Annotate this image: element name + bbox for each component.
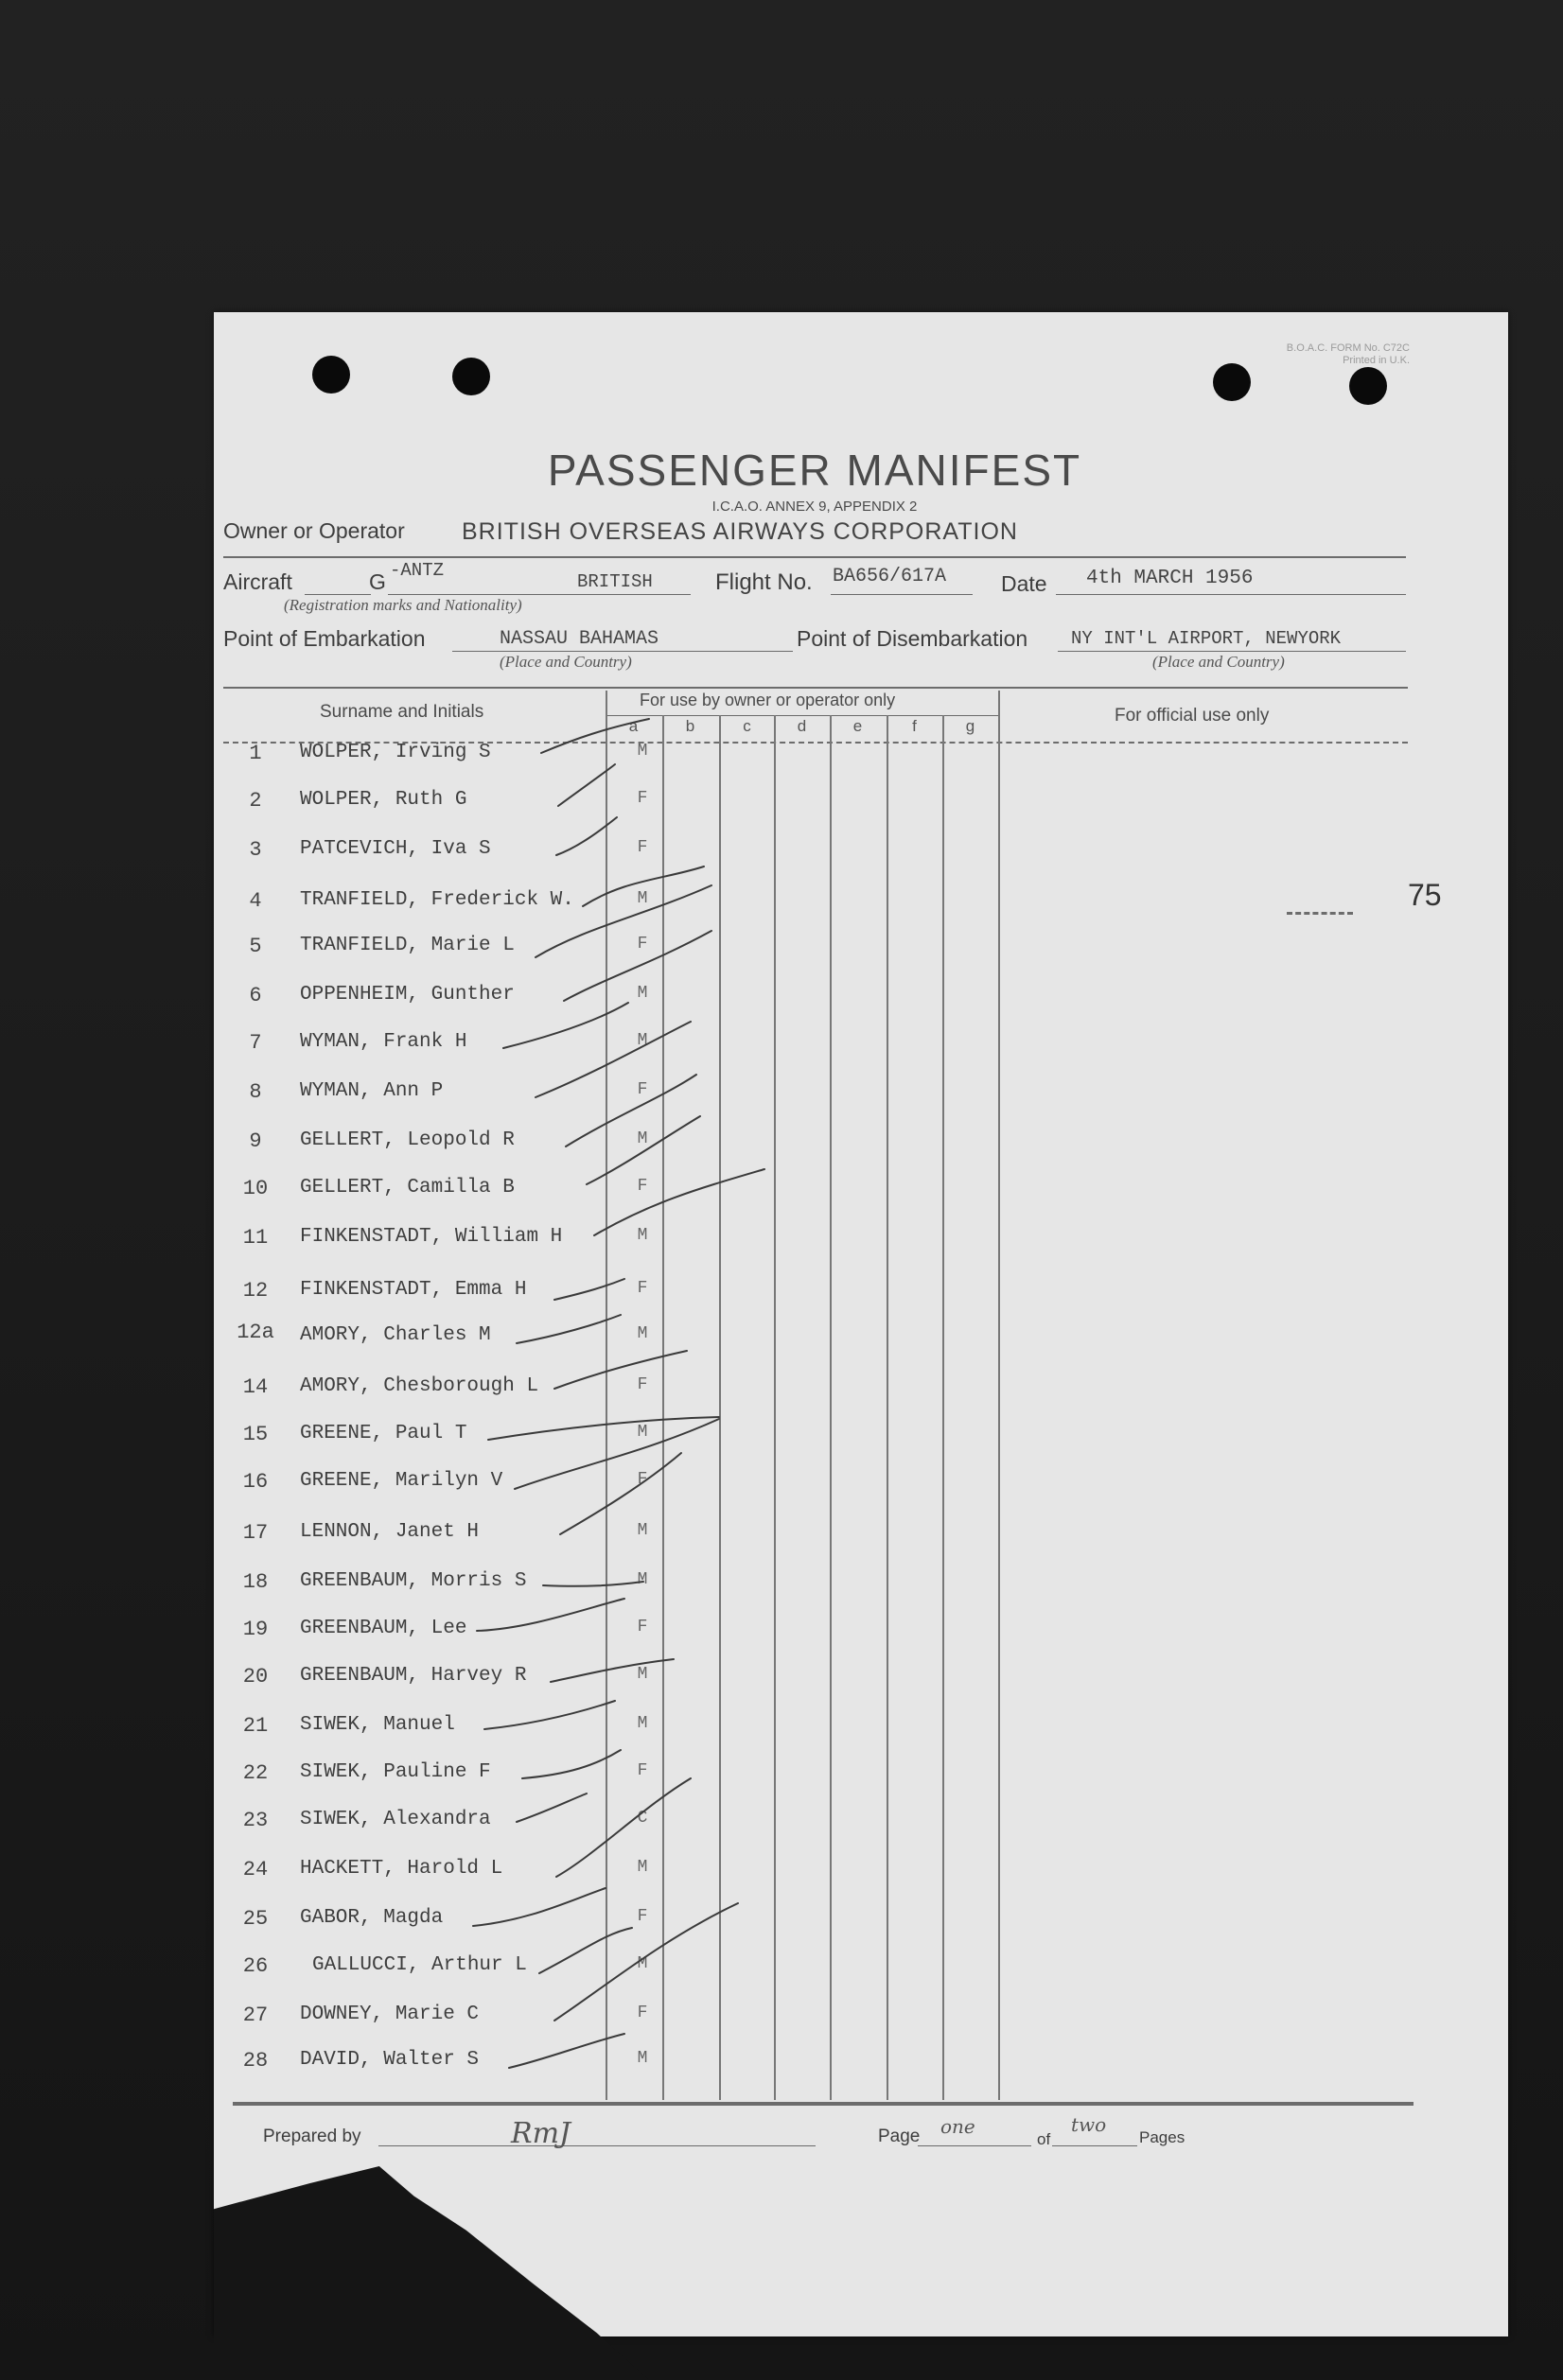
punch-hole-icon — [312, 356, 350, 394]
passenger-sex: C — [637, 1809, 648, 1828]
passenger-sex: M — [637, 1858, 648, 1877]
passenger-name: GREENBAUM, Harvey R — [300, 1665, 527, 1687]
row-number: 17 — [242, 1521, 269, 1545]
table-row — [0, 1570, 1563, 1608]
row-number: 28 — [242, 2049, 269, 2073]
table-row — [0, 1423, 1563, 1461]
table-row — [0, 1761, 1563, 1799]
punch-hole-icon — [1349, 367, 1387, 405]
pages-line — [1052, 2145, 1137, 2146]
embark-label: Point of Embarkation — [223, 626, 426, 651]
row-number: 12 — [242, 1279, 269, 1303]
header-surname: Surname and Initials — [320, 702, 484, 722]
row-number: 24 — [242, 1858, 269, 1881]
table-bottom-rule — [233, 2102, 1414, 2106]
table-row — [0, 1521, 1563, 1559]
page-subtitle: I.C.A.O. ANNEX 9, APPENDIX 2 — [711, 499, 918, 515]
aircraft-reg-value: -ANTZ — [390, 560, 445, 581]
passenger-sex: F — [637, 1470, 648, 1489]
flight-value: BA656/617A — [833, 566, 947, 587]
passenger-sex: M — [637, 1129, 648, 1148]
embark-caption: (Place and Country) — [500, 653, 632, 671]
passenger-sex: F — [637, 1761, 648, 1780]
passenger-name: LENNON, Janet H — [300, 1521, 480, 1543]
table-row — [0, 2004, 1563, 2041]
passenger-sex: M — [637, 1570, 648, 1589]
row-number: 1 — [249, 742, 262, 765]
disembark-value: NY INT'L AIRPORT, NEWYORK — [1071, 628, 1342, 649]
table-row — [0, 1031, 1563, 1069]
row-number: 16 — [242, 1470, 269, 1494]
owner-label: Owner or Operator — [223, 518, 405, 543]
row-number: 6 — [249, 984, 262, 1007]
header-owner-use: For use by owner or operator only — [640, 691, 896, 709]
table-row — [0, 1665, 1563, 1703]
of-label: of — [1037, 2130, 1051, 2148]
aircraft-nationality: BRITISH — [577, 571, 653, 592]
passenger-name: GREENE, Marilyn V — [300, 1470, 503, 1492]
passenger-sex: M — [637, 1665, 648, 1684]
flight-line — [831, 594, 973, 595]
passenger-name: GELLERT, Leopold R — [300, 1129, 515, 1151]
table-row — [0, 1321, 1563, 1362]
passenger-name: DAVID, Walter S — [300, 2049, 480, 2071]
row-number: 10 — [242, 1177, 269, 1200]
table-row — [0, 889, 1563, 927]
aircraft-caption: (Registration marks and Nationality) — [284, 596, 522, 614]
passenger-name: GELLERT, Camilla B — [300, 1177, 515, 1199]
passenger-sex: M — [637, 889, 648, 908]
passenger-sex: F — [637, 789, 648, 808]
row-number: 19 — [242, 1618, 269, 1641]
passenger-name: GREENE, Paul T — [300, 1423, 467, 1444]
passenger-sex: F — [637, 1080, 648, 1099]
table-row — [0, 1080, 1563, 1118]
passenger-name: GABOR, Magda — [300, 1907, 444, 1929]
column-b-header: b — [685, 717, 695, 735]
column-c-header: c — [743, 717, 751, 735]
passenger-name: FINKENSTADT, Emma H — [300, 1279, 527, 1301]
passenger-sex: M — [637, 1031, 648, 1050]
prepared-line — [378, 2145, 816, 2146]
header-official: For official use only — [1115, 706, 1270, 726]
form-number-text: B.O.A.C. FORM No. C72C — [1286, 342, 1410, 354]
passenger-name: SIWEK, Manuel — [300, 1714, 455, 1736]
owner-value: BRITISH OVERSEAS AIRWAYS CORPORATION — [462, 518, 1018, 545]
table-row — [0, 1714, 1563, 1752]
pages-total: two — [1071, 2113, 1107, 2136]
passenger-sex: M — [637, 1521, 648, 1540]
row-number: 23 — [242, 1809, 269, 1832]
column-e-header: e — [852, 717, 863, 735]
passenger-name: OPPENHEIM, Gunther — [300, 984, 515, 1006]
punch-hole-icon — [1213, 363, 1251, 401]
passenger-sex: M — [637, 1714, 648, 1733]
passenger-name: WYMAN, Frank H — [300, 1031, 467, 1053]
aircraft-reg: G — [369, 569, 386, 594]
aircraft-label: Aircraft — [223, 569, 292, 594]
table-row — [0, 984, 1563, 1022]
passenger-name: AMORY, Charles M — [300, 1324, 491, 1346]
official-count: 75 — [1408, 878, 1442, 912]
row-number: 20 — [242, 1665, 269, 1689]
date-value: 4th MARCH 1956 — [1086, 568, 1254, 589]
aircraft-blank-line — [305, 594, 371, 595]
passenger-name: WYMAN, Ann P — [300, 1080, 444, 1102]
row-number: 7 — [249, 1031, 262, 1055]
official-mark — [1287, 912, 1353, 915]
passenger-sex: F — [637, 1177, 648, 1196]
passenger-sex: F — [637, 2004, 648, 2022]
table-row — [0, 742, 1563, 779]
table-row — [0, 935, 1563, 972]
passenger-name: HACKETT, Harold L — [300, 1858, 503, 1880]
disembark-caption: (Place and Country) — [1152, 653, 1285, 671]
passenger-sex: F — [637, 1907, 648, 1926]
passenger-name: TRANFIELD, Marie L — [300, 935, 515, 956]
passenger-sex: F — [637, 1279, 648, 1298]
passenger-name: DOWNEY, Marie C — [300, 2004, 480, 2025]
passenger-name: SIWEK, Pauline F — [300, 1761, 491, 1783]
row-number: 5 — [249, 935, 262, 958]
row-number: 22 — [242, 1761, 269, 1785]
column-a-header: a — [628, 717, 639, 735]
column-g-header: g — [965, 717, 975, 735]
passenger-sex: M — [637, 1954, 648, 1973]
row-number: 14 — [242, 1375, 269, 1399]
form-number — [1230, 342, 1410, 367]
page-title: PASSENGER MANIFEST — [547, 446, 1082, 495]
passenger-sex: M — [637, 2049, 648, 2068]
row-number: 12a — [237, 1321, 274, 1344]
passenger-sex: F — [637, 838, 648, 857]
passenger-name: WOLPER, Ruth G — [300, 789, 467, 811]
embark-line — [452, 651, 793, 652]
pages-label: Pages — [1139, 2128, 1185, 2146]
disembark-label: Point of Disembarkation — [797, 626, 1028, 651]
date-line — [1056, 594, 1406, 595]
table-row — [0, 1226, 1563, 1264]
passenger-name: FINKENSTADT, William H — [300, 1226, 563, 1248]
divider — [223, 556, 1406, 558]
passenger-sex: M — [637, 1226, 648, 1245]
date-label: Date — [1001, 571, 1047, 596]
table-row — [0, 1177, 1563, 1215]
passenger-name: GREENBAUM, Lee — [300, 1618, 467, 1639]
table-row — [0, 1129, 1563, 1167]
passenger-sex: M — [637, 984, 648, 1003]
passenger-sex: M — [637, 742, 648, 761]
aircraft-line — [388, 594, 691, 595]
owner-use-rule — [606, 715, 998, 716]
table-row — [0, 2049, 1563, 2087]
table-top-rule — [223, 687, 1408, 689]
passenger-sex: F — [637, 1375, 648, 1394]
page-line — [918, 2145, 1031, 2146]
table-row — [0, 1858, 1563, 1896]
row-number: 27 — [242, 2004, 269, 2027]
row-number: 3 — [249, 838, 262, 862]
embark-value: NASSAU BAHAMAS — [500, 628, 659, 650]
passenger-name: GALLUCCI, Arthur L — [312, 1954, 527, 1976]
passenger-sex: F — [637, 1618, 648, 1636]
table-row — [0, 1809, 1563, 1846]
row-number: 25 — [242, 1907, 269, 1931]
passenger-name: SIWEK, Alexandra — [300, 1809, 491, 1830]
table-row — [0, 1375, 1563, 1413]
passenger-sex: M — [637, 1324, 648, 1343]
table-row — [0, 1907, 1563, 1945]
prepared-label: Prepared by — [263, 2126, 361, 2146]
passenger-name: GREENBAUM, Morris S — [300, 1570, 527, 1592]
table-row — [0, 1470, 1563, 1508]
table-row — [0, 838, 1563, 876]
preparer-signature: RmJ — [511, 2117, 571, 2150]
passenger-name: WOLPER, Irving S — [300, 742, 491, 763]
row-number: 15 — [242, 1423, 269, 1446]
row-number: 4 — [249, 889, 262, 913]
table-row — [0, 1954, 1563, 1992]
form-printed-text: Printed in U.K. — [1343, 355, 1410, 366]
row-number: 2 — [249, 789, 262, 813]
row-number: 18 — [242, 1570, 269, 1594]
passenger-sex: F — [637, 935, 648, 954]
table-row — [0, 1279, 1563, 1317]
passenger-name: TRANFIELD, Frederick W. — [300, 889, 574, 911]
row-number: 8 — [249, 1080, 262, 1104]
row-number: 11 — [242, 1226, 269, 1250]
table-row — [0, 1618, 1563, 1655]
column-f-header: f — [912, 717, 917, 735]
flight-label: Flight No. — [715, 569, 813, 595]
passenger-sex: M — [637, 1423, 648, 1442]
page-label: Page — [878, 2126, 921, 2146]
disembark-line — [1058, 651, 1406, 652]
punch-hole-icon — [452, 358, 490, 395]
passenger-name: PATCEVICH, Iva S — [300, 838, 491, 860]
passenger-name: AMORY, Chesborough L — [300, 1375, 539, 1397]
row-number: 26 — [242, 1954, 269, 1978]
row-number: 21 — [242, 1714, 269, 1738]
page-value: one — [940, 2115, 975, 2138]
column-d-header: d — [797, 717, 807, 735]
row-number: 9 — [249, 1129, 262, 1153]
table-row — [0, 789, 1563, 827]
